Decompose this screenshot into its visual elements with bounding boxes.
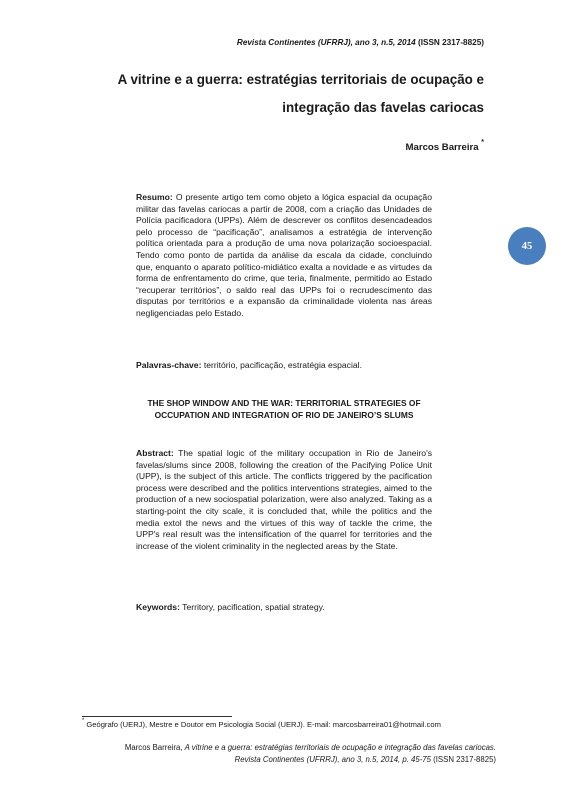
palavras-chave-paragraph <box>136 360 432 372</box>
page-number: 45 <box>521 240 533 252</box>
footnote <box>82 720 441 729</box>
keywords-paragraph <box>136 602 432 614</box>
english-title-line-2: OCCUPATION AND INTEGRATION OF RIO DE JANEIRO’S SLUMS <box>154 409 414 420</box>
footnote-text: Geógrafo (UERJ), Mestre e Doutor em Psicologia Social (UERJ). E-mail: marcosbarreira01@hotmail.com <box>86 720 441 729</box>
english-title <box>136 398 432 421</box>
author-footnote-marker: * <box>481 139 484 146</box>
journal-reference: Revista Continentes (UFRRJ), ano 3, n.5, 2014 <box>236 38 416 47</box>
resumo-paragraph <box>136 192 432 320</box>
citation-line-2 <box>66 754 496 766</box>
palavras-chave-text: território, pacificação, estratégia espacial. <box>203 360 362 370</box>
citation-title: A vitrine e a guerra: estratégias territoriais de ocupação e integração das favelas cariocas. <box>184 743 496 752</box>
citation-line-1 <box>66 742 496 754</box>
resumo-label: Resumo: <box>136 192 173 202</box>
abstract-label: Abstract: <box>136 448 174 458</box>
article-title-line-1: A vitrine e a guerra: estratégias territoriais de ocupação e <box>117 72 484 87</box>
english-title-line-1: THE SHOP WINDOW AND THE WAR: TERRITORIAL STRATEGIES OF <box>147 398 421 408</box>
citation-journal: Revista Continentes (UFRRJ), ano 3, n.5, 2014, p. 45-75 <box>234 755 431 765</box>
running-header <box>237 38 484 47</box>
citation-issn: (ISSN 2317-8825) <box>433 755 496 765</box>
footnote-marker: * <box>82 718 85 724</box>
resumo-text: O presente artigo tem como objeto a lógica espacial da ocupação militar das favelas cariocas a partir de 2008, com a criação das Unidades de Polícia pacificadora (UPPs). Além de descrever os conflitos desencadeados pelo processo de “pacificação”, analisamos a estratégia de intervenção política orientada para a produção de uma nova polarização socioespacial. Tendo como ponto de partida da análise da escala da cidade, concluindo que, enquanto o aparato político-midiático exalta a novidade e as virtudes da forma de enfrentamento do crime, que teria, finalmente, permitido ao Estado “recuperar territórios”, o saldo real das UPPs foi o recrudescimento das disputas por territórios e a expansão da criminalidade violenta nas áreas negligenciadas pelo Estado. <box>136 192 432 318</box>
page-number-badge <box>508 227 546 265</box>
journal-issn: (ISSN 2317-8825) <box>418 38 484 47</box>
palavras-chave-label: Palavras-chave: <box>136 360 202 370</box>
abstract-paragraph <box>136 448 432 552</box>
author-line <box>405 139 484 153</box>
citation-footer <box>66 742 496 767</box>
author-name: Marcos Barreira <box>405 142 479 153</box>
article-title <box>84 66 484 122</box>
article-title-line-2: integração das favelas cariocas <box>282 100 484 115</box>
keywords-text: Territory, pacification, spatial strategy. <box>182 602 325 612</box>
footnote-divider <box>82 716 232 717</box>
keywords-label: Keywords: <box>136 602 180 612</box>
abstract-text: The spatial logic of the military occupation in Rio de Janeiro's favelas/slums since 2008, following the creation of the Pacifying Police Unit (UPP), is the subject of this article. The conflicts triggered by the pacification process were described and the politics interventions strategies, aimed to the production of a new sociospatial polarization, were also analyzed. Taking as a starting-point the city scale, it is concluded that, while the politics and the media extol the news and the virtues of this way of tackle the crime, the UPP's real result was the intensification of the quarrel for territories and the increase of the violent criminality in the neglected areas by the State. <box>136 448 433 551</box>
citation-author: Marcos Barreira, <box>124 743 183 752</box>
